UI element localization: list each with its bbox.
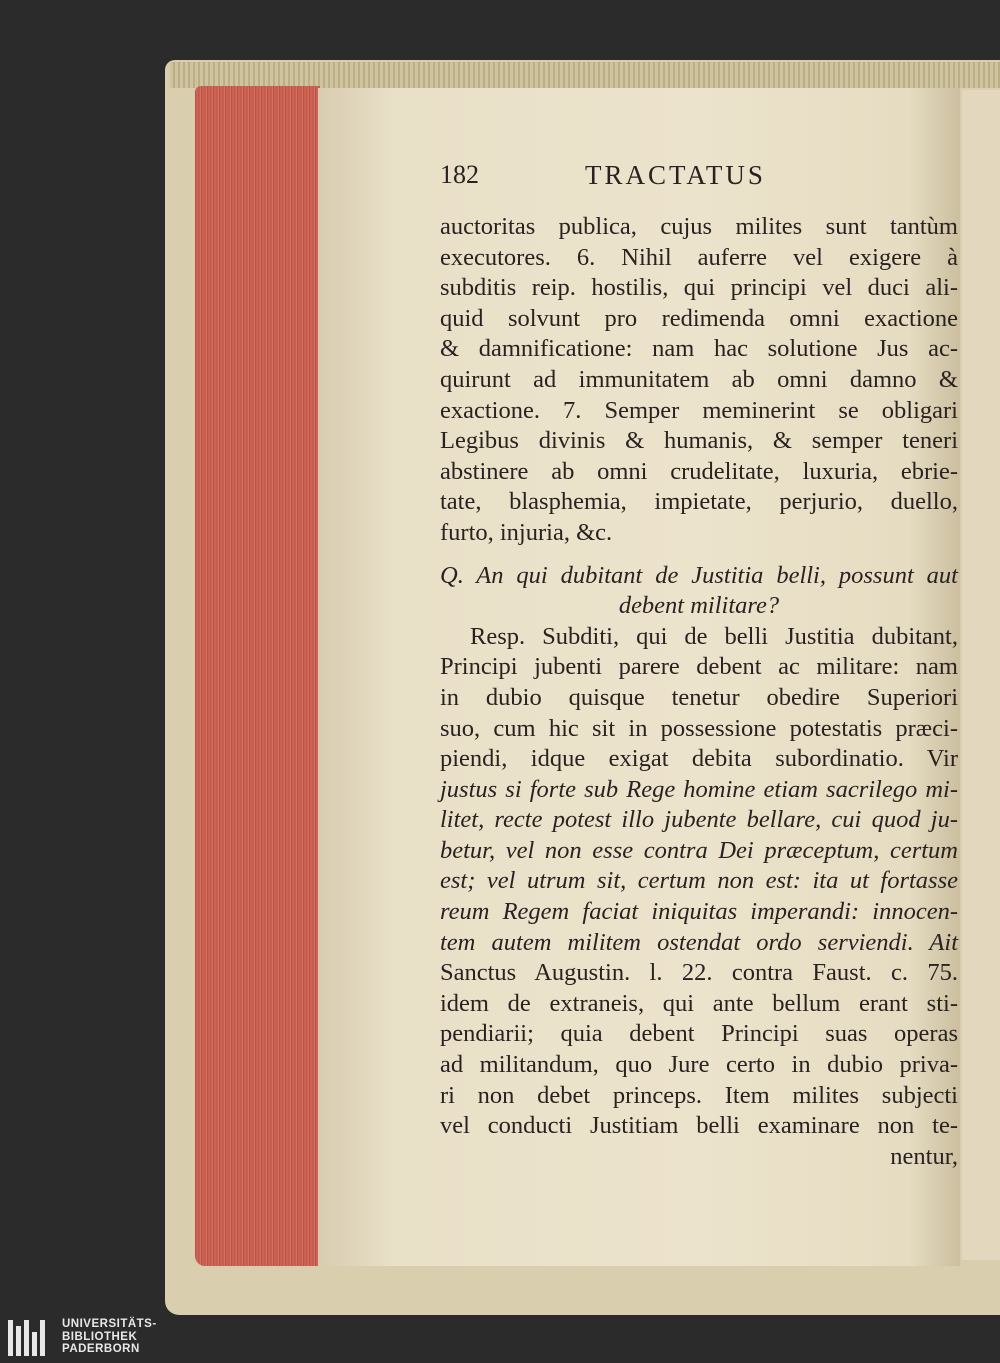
question-heading-cont: debent militare? [618,592,780,620]
answer-line: suo, cum hic sit in possessione potestatis præci- [440,714,958,742]
answer-line: tem autem militem ostendat ordo serviendi. Ait [440,928,958,956]
text-line: exactione. 7. Semper meminerint se obligari [440,396,958,424]
library-logo-icon [8,1320,54,1356]
right-page-edge [962,90,1000,1260]
answer-line: ri non debet princeps. Item milites subjecti [440,1081,958,1109]
answer-line: Resp. Subditi, qui de belli Justitia dubitant, [470,622,958,650]
text-line: quirunt ad immunitatem ab omni damno & [440,365,958,393]
text-line: tate, blasphemia, impietate, perjurio, duello, [440,488,958,516]
answer-line: vel conducti Justitiam belli examinare non te- [440,1112,958,1140]
logo-line-1: UNIVERSITÄTS- [62,1318,157,1330]
answer-line: piendi, idque exigat debita subordinatio. Vir [440,745,958,773]
answer-line: idem de extraneis, qui ante bellum erant sti- [440,989,958,1017]
answer-line: Principi jubenti parere debent ac militare: nam [440,653,958,681]
answer-line: betur, vel non esse contra Dei præceptum, certum [440,836,958,864]
running-head: TRACTATUS [585,160,766,190]
text-line: furto, injuria, &c. [440,518,613,546]
answer-line: justus si forte sub Rege homine etiam sacrilego mi- [440,775,958,803]
text-line: Legibus divinis & humanis, & semper teneri [440,427,958,455]
page-header [440,160,958,212]
catchword: nentur, [890,1142,958,1170]
book-top-edge [170,62,1000,88]
answer-line: in dubio quisque tenetur obedire Superiori [440,683,958,711]
answer-line: Sanctus Augustin. l. 22. contra Faust. c. 75. [440,959,958,987]
answer-line: litet, recte potest illo jubente bellare, cui quod ju- [440,806,958,834]
text-line: auctoritas publica, cujus milites sunt tantùm [440,213,958,240]
library-logo [8,1318,208,1360]
text-line: quid solvunt pro redimenda omni exactione [440,304,958,332]
library-logo-text [62,1318,157,1356]
answer-line: est; vel utrum sit, certum non est: ita ut fortasse [440,867,958,895]
logo-line-3: PADERBORN [62,1343,140,1355]
page-number: 182 [440,160,479,189]
red-page-edges [195,86,320,1266]
page-text [440,160,958,1172]
text-line: executores. 6. Nihil auferre vel exigere à [440,243,958,271]
text-line: & damnificatione: nam hac solutione Jus ac- [440,335,958,363]
question-heading: Q. An qui dubitant de Justitia belli, possunt aut [440,561,958,589]
answer-line: ad militandum, quo Jure certo in dubio priva- [440,1051,958,1079]
answer-line: pendiarii; quia debent Principi suas operas [440,1020,958,1048]
logo-line-2: BIBLIOTHEK [62,1330,138,1343]
text-line: subditis reip. hostilis, qui principi vel duci ali- [440,274,958,302]
text-line: abstinere ab omni crudelitate, luxuria, ebrie- [440,457,958,485]
answer-line: reum Regem faciat iniquitas imperandi: innocen- [440,898,958,926]
